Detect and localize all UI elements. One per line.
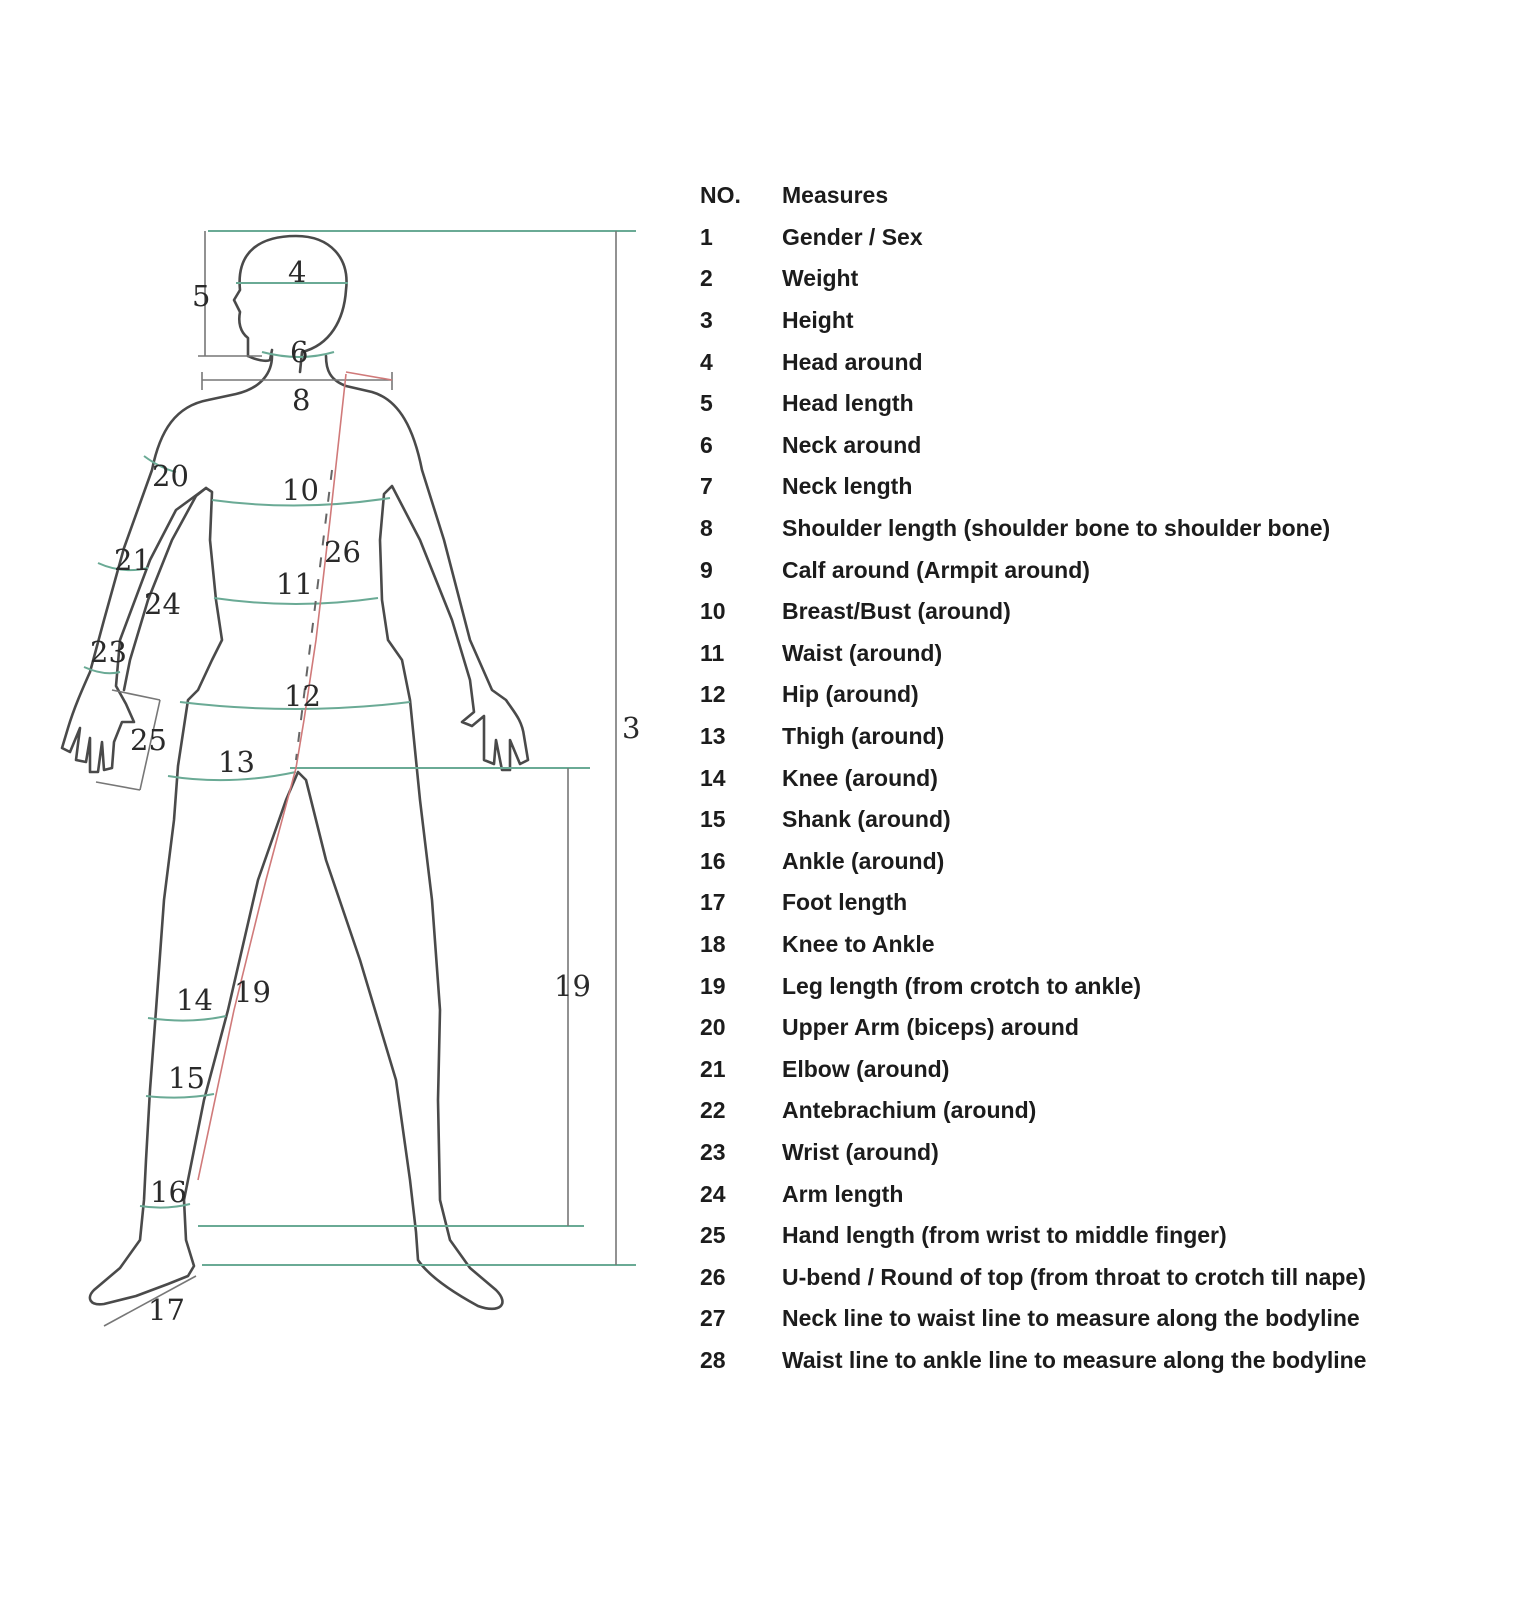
center-dashed-line: [296, 470, 332, 760]
figure-label-20: 20: [152, 459, 189, 493]
shoulder-red-line: [346, 372, 392, 380]
body-outline-drawing: [0, 0, 680, 1600]
figure-label-8: 8: [292, 383, 311, 417]
row-measure-label: Elbow (around): [782, 1055, 950, 1082]
table-row: [700, 1090, 1460, 1132]
table-row: [700, 217, 1460, 259]
header-no: NO.: [700, 182, 741, 209]
figure-label-24: 24: [144, 587, 181, 621]
row-measure-label: Knee (around): [782, 764, 938, 791]
row-measure-label: Weight: [782, 265, 859, 292]
table-row: [700, 1048, 1460, 1090]
row-measure-label: Wrist (around): [782, 1138, 939, 1165]
table-row: [700, 341, 1460, 383]
body-measurement-figure: [0, 0, 680, 1600]
row-measure-label: Head length: [782, 390, 914, 417]
figure-label-4: 4: [288, 255, 307, 289]
row-measure-label: Neck line to waist line to measure along the bodyline: [782, 1305, 1360, 1332]
figure-label-19-right: 19: [554, 969, 591, 1003]
row-number: 4: [700, 348, 713, 375]
hand-length-bottom: [96, 782, 140, 790]
row-number: 21: [700, 1055, 726, 1082]
row-number: 17: [700, 889, 726, 916]
row-number: 1: [700, 223, 713, 250]
row-measure-label: Breast/Bust (around): [782, 598, 1011, 625]
row-number: 24: [700, 1180, 726, 1207]
figure-label-5: 5: [192, 279, 211, 313]
row-number: 16: [700, 847, 726, 874]
row-measure-label: Arm length: [782, 1180, 904, 1207]
row-measure-label: Foot length: [782, 889, 908, 916]
table-row: [700, 591, 1460, 633]
figure-label-25: 25: [130, 723, 167, 757]
row-measure-label: Leg length (from crotch to ankle): [782, 972, 1142, 999]
row-number: 19: [700, 972, 726, 999]
row-number: 23: [700, 1138, 726, 1165]
row-measure-label: Height: [782, 307, 854, 334]
table-row: [700, 1173, 1460, 1215]
row-number: 28: [700, 1346, 726, 1373]
figure-label-13: 13: [218, 745, 255, 779]
row-number: 14: [700, 764, 726, 791]
row-number: 18: [700, 930, 726, 957]
row-measure-label: Neck length: [782, 473, 913, 500]
figure-label-26: 26: [324, 535, 361, 569]
table-row: [700, 425, 1460, 467]
row-measure-label: Calf around (Armpit around): [782, 556, 1090, 583]
table-row: [700, 1298, 1460, 1340]
figure-label-16: 16: [150, 1175, 187, 1209]
table-row: [700, 799, 1460, 841]
row-number: 2: [700, 265, 713, 292]
figure-label-3: 3: [622, 711, 641, 745]
row-measure-label: Antebrachium (around): [782, 1097, 1037, 1124]
table-row: [700, 924, 1460, 966]
figure-label-11: 11: [276, 567, 313, 601]
table-row: [700, 383, 1460, 425]
row-measure-label: Shoulder length (shoulder bone to shoulder bone): [782, 515, 1331, 542]
row-measure-label: Gender / Sex: [782, 223, 923, 250]
table-row: [700, 1256, 1460, 1298]
table-row: [700, 965, 1460, 1007]
row-number: 20: [700, 1014, 726, 1041]
row-number: 11: [700, 639, 725, 666]
figure-label-23: 23: [90, 635, 127, 669]
row-measure-label: Thigh (around): [782, 723, 945, 750]
row-number: 12: [700, 681, 726, 708]
figure-label-6: 6: [290, 335, 309, 369]
table-row: [700, 1340, 1460, 1382]
row-measure-label: Shank (around): [782, 806, 951, 833]
table-rows: [700, 217, 1460, 1382]
table-row: [700, 300, 1460, 342]
figure-label-15: 15: [168, 1061, 205, 1095]
row-measure-label: U-bend / Round of top (from throat to crotch till nape): [782, 1263, 1366, 1290]
row-measure-label: Head around: [782, 348, 923, 375]
row-number: 5: [700, 390, 713, 417]
measures-table: [700, 175, 1460, 1381]
row-measure-label: Ankle (around): [782, 847, 945, 874]
row-measure-label: Hip (around): [782, 681, 919, 708]
row-measure-label: Hand length (from wrist to middle finger): [782, 1222, 1227, 1249]
row-number: 13: [700, 723, 726, 750]
table-row: [700, 716, 1460, 758]
header-measures: Measures: [782, 182, 889, 209]
row-measure-label: Upper Arm (biceps) around: [782, 1014, 1079, 1041]
row-number: 6: [700, 431, 713, 458]
row-number: 10: [700, 598, 726, 625]
table-row: [700, 633, 1460, 675]
figure-label-21: 21: [114, 543, 151, 577]
table-row: [700, 1215, 1460, 1257]
table-row: [700, 757, 1460, 799]
table-row: [700, 1132, 1460, 1174]
table-row: [700, 1007, 1460, 1049]
row-number: 22: [700, 1097, 726, 1124]
table-row: [700, 466, 1460, 508]
row-number: 15: [700, 806, 726, 833]
row-number: 9: [700, 556, 713, 583]
table-header: [700, 175, 1460, 217]
row-measure-label: Knee to Ankle: [782, 930, 935, 957]
row-number: 25: [700, 1222, 726, 1249]
figure-label-14: 14: [176, 983, 213, 1017]
table-row: [700, 841, 1460, 883]
row-number: 3: [700, 307, 713, 334]
row-measure-label: Neck around: [782, 431, 922, 458]
table-row: [700, 549, 1460, 591]
figure-label-17: 17: [148, 1293, 185, 1327]
hand-length-top: [112, 690, 160, 700]
table-row: [700, 674, 1460, 716]
row-number: 7: [700, 473, 713, 500]
row-measure-label: Waist (around): [782, 639, 943, 666]
figure-label-12: 12: [284, 679, 321, 713]
table-row: [700, 258, 1460, 300]
row-number: 26: [700, 1263, 726, 1290]
figure-label-10: 10: [282, 473, 319, 507]
row-number: 27: [700, 1305, 726, 1332]
table-row: [700, 882, 1460, 924]
row-number: 8: [700, 515, 713, 542]
row-measure-label: Waist line to ankle line to measure along the bodyline: [782, 1346, 1367, 1373]
figure-label-19-left: 19: [234, 975, 271, 1009]
table-row: [700, 508, 1460, 550]
